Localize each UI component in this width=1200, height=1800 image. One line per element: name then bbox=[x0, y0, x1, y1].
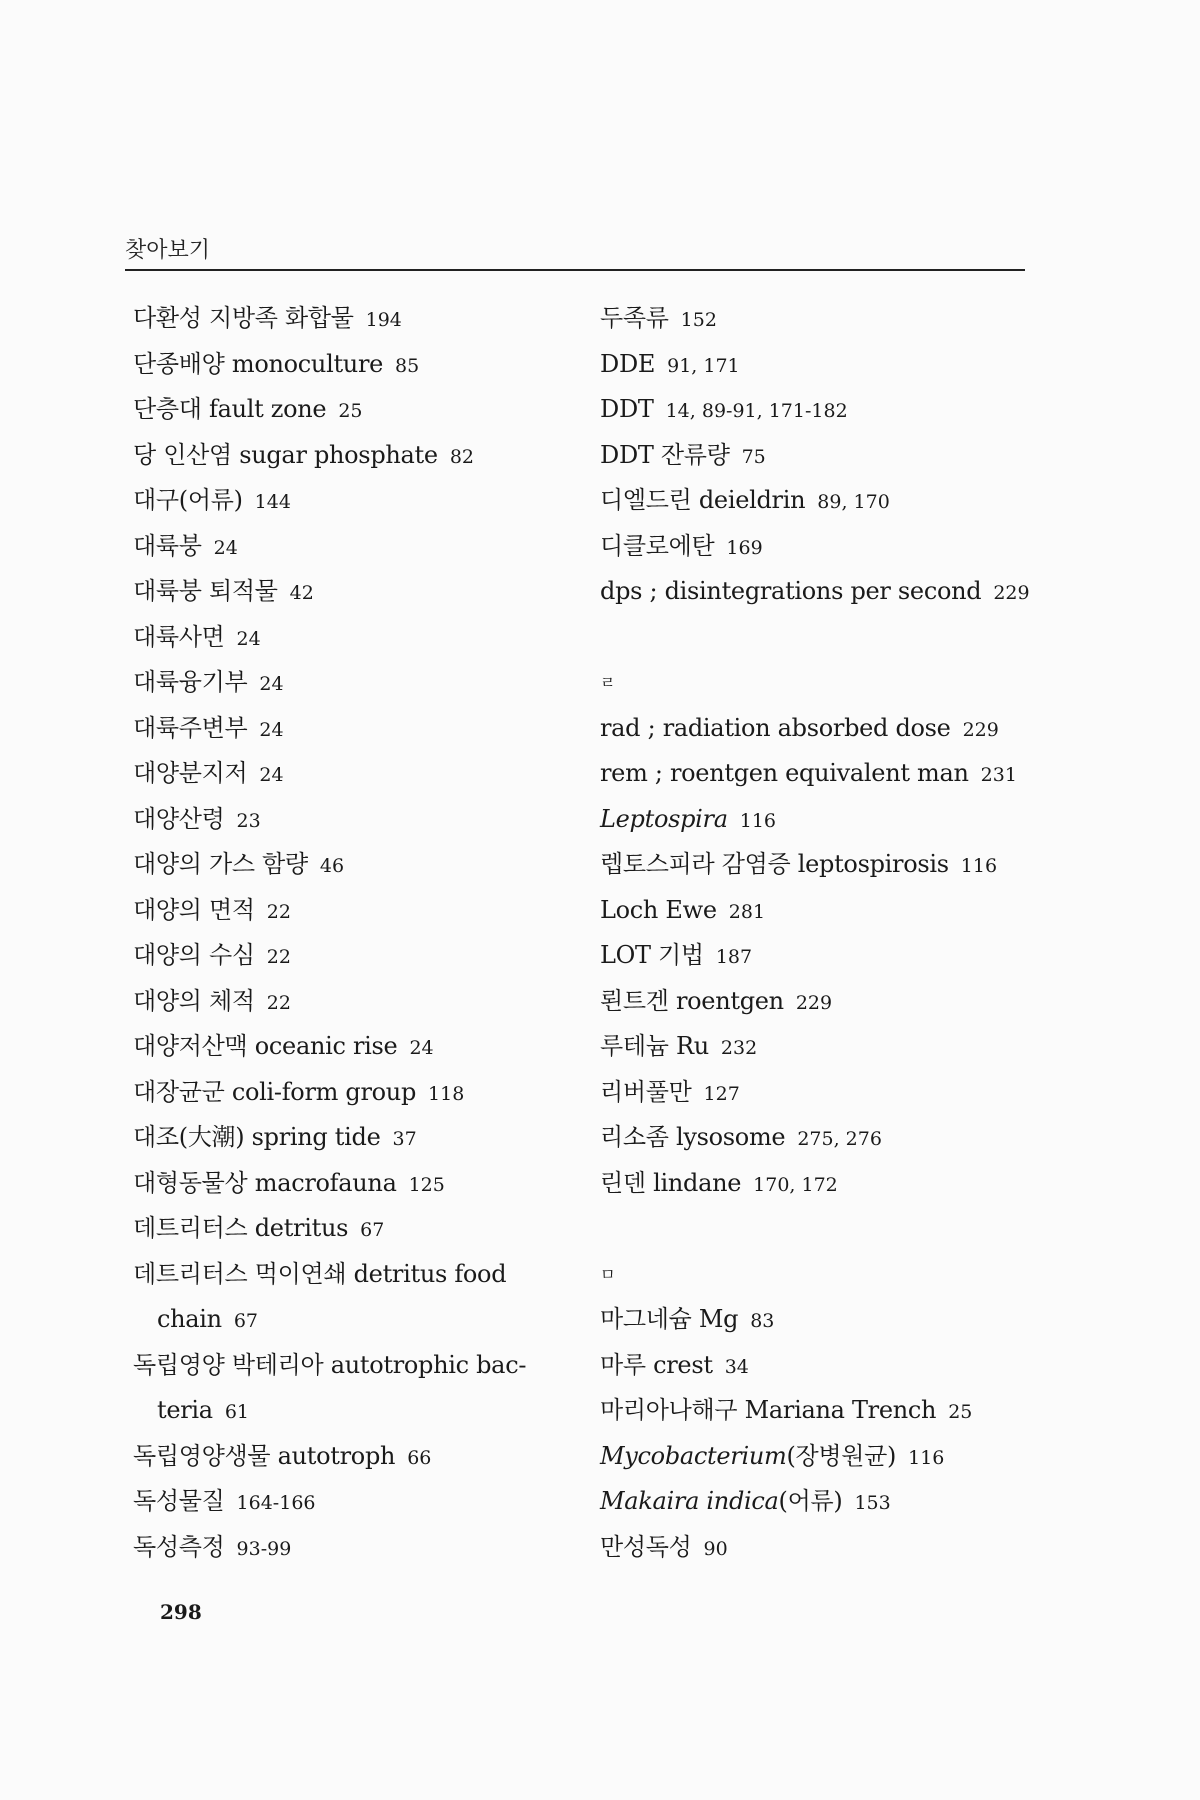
index-term: 데트리터스 먹이연쇄 detritus food bbox=[133, 1259, 507, 1288]
index-page-refs: 23 bbox=[236, 809, 261, 832]
index-entry bbox=[600, 1525, 1030, 1571]
index-page-refs: 116 bbox=[908, 1446, 945, 1469]
index-page-refs: 164-166 bbox=[236, 1492, 316, 1514]
index-page-refs: 90 bbox=[703, 1537, 728, 1560]
index-entry bbox=[133, 569, 563, 615]
index-page-refs: 37 bbox=[392, 1128, 417, 1150]
index-entry bbox=[133, 979, 563, 1025]
index-entry bbox=[133, 1434, 563, 1480]
index-term: 디엘드린 deieldrin bbox=[600, 486, 806, 514]
index-entry bbox=[600, 387, 1030, 433]
index-term: dps ; disintegrations per second bbox=[600, 577, 982, 605]
index-term: 대조(大潮) spring tide bbox=[133, 1123, 381, 1151]
index-page-refs: 24 bbox=[236, 627, 261, 650]
index-page-refs: 66 bbox=[407, 1446, 432, 1469]
index-term: 대양의 체적 bbox=[133, 986, 255, 1015]
index-page-refs: 24 bbox=[409, 1037, 434, 1059]
index-page-refs: 116 bbox=[960, 855, 998, 877]
index-entry bbox=[600, 842, 1030, 888]
index-term: 대구(어류) bbox=[133, 486, 243, 514]
index-page-refs: 153 bbox=[854, 1492, 891, 1514]
index-term: 마루 crest bbox=[600, 1350, 713, 1379]
index-entry bbox=[600, 569, 1030, 615]
index-entry bbox=[600, 933, 1030, 979]
section-heading: ㄹ bbox=[600, 673, 616, 692]
index-page-refs: 187 bbox=[715, 946, 753, 968]
index-page-refs: 152 bbox=[680, 309, 717, 331]
index-term: 대륙융기부 bbox=[133, 668, 248, 696]
index-page-refs: 75 bbox=[741, 445, 766, 468]
index-term: 독성측정 bbox=[133, 1532, 225, 1561]
index-entry bbox=[133, 1343, 563, 1389]
running-header bbox=[125, 233, 1025, 271]
index-entry bbox=[600, 706, 1030, 752]
index-term: 대양의 가스 함량 bbox=[133, 850, 308, 878]
index-page-refs: 34 bbox=[724, 1355, 749, 1378]
header-title: 찾아보기 bbox=[125, 238, 211, 263]
index-entry bbox=[133, 1252, 563, 1298]
index-page-refs: 125 bbox=[408, 1173, 445, 1196]
index-term: 대장균군 coli-form group bbox=[133, 1077, 417, 1106]
index-entry bbox=[133, 1479, 563, 1525]
index-term: Loch Ewe bbox=[600, 895, 717, 924]
index-term: 다환성 지방족 화합물 bbox=[133, 304, 354, 332]
index-page-refs: 42 bbox=[289, 582, 314, 604]
index-term: 마그네슘 Mg bbox=[600, 1305, 739, 1333]
index-term: 단종배양 monoculture bbox=[133, 349, 384, 378]
index-entry bbox=[133, 1161, 563, 1207]
index-entry bbox=[600, 751, 1030, 797]
index-page-refs: 144 bbox=[254, 491, 291, 513]
index-term: 대륙붕 bbox=[133, 531, 202, 560]
index-term: DDT 잔류량 bbox=[600, 440, 730, 469]
index-page-refs: 22 bbox=[266, 991, 291, 1014]
index-page-refs: 231 bbox=[980, 764, 1017, 786]
index-entry bbox=[133, 1388, 563, 1434]
index-term: 대양분지저 bbox=[133, 759, 248, 787]
index-page-refs: 67 bbox=[360, 1219, 385, 1241]
index-page-refs: 229 bbox=[795, 991, 833, 1014]
index-page-refs: 116 bbox=[739, 809, 777, 832]
index-term: 대양산령 bbox=[133, 804, 225, 833]
index-term: LOT 기법 bbox=[600, 941, 704, 969]
index-entry bbox=[133, 660, 563, 706]
index-term: 리버풀만 bbox=[600, 1077, 692, 1106]
index-entry bbox=[133, 1525, 563, 1571]
index-entry bbox=[133, 888, 563, 934]
index-term: 대양의 면적 bbox=[133, 895, 255, 924]
index-page-refs: 275, 276 bbox=[797, 1128, 882, 1150]
index-entry bbox=[133, 433, 563, 479]
index-page-refs: 91, 171 bbox=[667, 354, 740, 377]
index-page-refs: 93-99 bbox=[236, 1537, 292, 1560]
index-entry bbox=[600, 797, 1030, 843]
index-entry bbox=[600, 1434, 1030, 1480]
index-entry bbox=[133, 1206, 563, 1252]
index-term: (장병원균) bbox=[786, 1441, 897, 1470]
index-entry bbox=[133, 1297, 563, 1343]
index-term: 대양저산맥 oceanic rise bbox=[133, 1032, 398, 1060]
index-page-refs: 89, 170 bbox=[817, 491, 890, 513]
index-page-refs: 24 bbox=[259, 764, 284, 786]
index-entry bbox=[133, 706, 563, 752]
index-term: 리소좀 lysosome bbox=[600, 1123, 786, 1151]
index-term: 디클로에탄 bbox=[600, 531, 715, 560]
index-term: 독립영양 박테리아 autotrophic bac- bbox=[133, 1350, 527, 1379]
index-page-refs: 127 bbox=[703, 1082, 740, 1105]
index-entry bbox=[600, 1115, 1030, 1161]
index-entry bbox=[600, 342, 1030, 388]
index-entry bbox=[133, 1070, 563, 1116]
index-entry bbox=[600, 1070, 1030, 1116]
index-page-refs: 14, 89-91, 171-182 bbox=[665, 400, 848, 422]
index-entry bbox=[133, 387, 563, 433]
index-term: 대륙사면 bbox=[133, 622, 225, 651]
index-page-refs: 170, 172 bbox=[753, 1173, 838, 1196]
index-entry bbox=[600, 296, 1030, 342]
index-term: 대륙붕 퇴적물 bbox=[133, 577, 278, 605]
index-term-italic: Makaira indica bbox=[600, 1487, 779, 1515]
index-entry bbox=[600, 1388, 1030, 1434]
index-term: (어류) bbox=[778, 1487, 843, 1515]
index-term: 독립영양생물 autotroph bbox=[133, 1441, 396, 1470]
index-entry bbox=[600, 478, 1030, 524]
index-term: DDE bbox=[600, 349, 656, 378]
index-term: 당 인산염 sugar phosphate bbox=[133, 440, 438, 469]
index-page-refs: 46 bbox=[319, 855, 345, 877]
index-term: DDT bbox=[600, 395, 654, 423]
index-entry bbox=[133, 1024, 563, 1070]
index-page-refs: 24 bbox=[213, 536, 238, 559]
index-term: chain bbox=[157, 1305, 222, 1333]
index-page-refs: 22 bbox=[266, 900, 291, 923]
index-term: 대륙주변부 bbox=[133, 713, 248, 742]
index-term: 데트리터스 detritus bbox=[133, 1214, 349, 1242]
index-page-refs: 25 bbox=[948, 1401, 973, 1423]
index-term: 루테늄 Ru bbox=[600, 1032, 709, 1060]
index-entry bbox=[133, 751, 563, 797]
index-page-refs: 25 bbox=[338, 400, 363, 422]
page-number: 298 bbox=[160, 1600, 202, 1624]
index-term: 린덴 lindane bbox=[600, 1168, 742, 1197]
index-entry bbox=[133, 478, 563, 524]
index-page-refs: 194 bbox=[365, 309, 402, 331]
section-gap bbox=[600, 615, 1030, 661]
index-term: 두족류 bbox=[600, 304, 669, 332]
index-entry bbox=[600, 433, 1030, 479]
index-term: 만성독성 bbox=[600, 1532, 692, 1561]
index-entry bbox=[133, 933, 563, 979]
index-entry bbox=[133, 797, 563, 843]
index-page-refs: 61 bbox=[224, 1401, 249, 1423]
index-entry bbox=[600, 1024, 1030, 1070]
index-term: 뢴트겐 roentgen bbox=[600, 986, 784, 1015]
index-entry bbox=[133, 524, 563, 570]
index-column-left bbox=[133, 296, 563, 1570]
index-page-refs: 83 bbox=[750, 1310, 775, 1332]
index-page-refs: 229 bbox=[962, 718, 999, 741]
index-page-refs: 24 bbox=[259, 718, 284, 741]
index-term: 단층대 fault zone bbox=[133, 395, 327, 423]
index-entry bbox=[133, 615, 563, 661]
index-page-refs: 232 bbox=[720, 1037, 758, 1059]
index-page-refs: 118 bbox=[428, 1082, 465, 1105]
index-page-refs: 24 bbox=[259, 673, 284, 695]
index-term: 마리아나해구 Mariana Trench bbox=[600, 1396, 937, 1424]
index-page-refs: 169 bbox=[726, 536, 763, 559]
index-term: 대양의 수심 bbox=[133, 941, 255, 969]
index-page-refs: 85 bbox=[395, 354, 420, 377]
index-entry bbox=[133, 296, 563, 342]
index-term-italic: Mycobacterium bbox=[600, 1441, 787, 1470]
index-term: rad ; radiation absorbed dose bbox=[600, 713, 951, 742]
section-heading: ㅁ bbox=[600, 1264, 616, 1284]
index-term: 대형동물상 macrofauna bbox=[133, 1168, 397, 1197]
header-rule bbox=[125, 269, 1025, 271]
index-term: 독성물질 bbox=[133, 1487, 225, 1515]
index-entry bbox=[133, 342, 563, 388]
index-entry bbox=[600, 979, 1030, 1025]
index-entry bbox=[600, 1161, 1030, 1207]
index-entry bbox=[600, 1297, 1030, 1343]
index-term: Leptospira bbox=[600, 804, 728, 833]
index-column-right bbox=[600, 296, 1030, 1570]
index-entry bbox=[600, 1479, 1030, 1525]
index-page-refs: 67 bbox=[233, 1310, 259, 1332]
index-entry bbox=[600, 1343, 1030, 1389]
index-term: 렙토스피라 감염증 leptospirosis bbox=[600, 850, 949, 878]
index-entry bbox=[600, 524, 1030, 570]
index-page-refs: 229 bbox=[993, 582, 1030, 604]
index-page-refs: 281 bbox=[728, 900, 766, 923]
index-entry bbox=[133, 1115, 563, 1161]
index-entry bbox=[133, 842, 563, 888]
index-page-refs: 22 bbox=[266, 946, 291, 968]
index-term: rem ; roentgen equivalent man bbox=[600, 759, 969, 787]
section-gap bbox=[600, 1206, 1030, 1252]
index-term: teria bbox=[157, 1396, 213, 1424]
index-page-refs: 82 bbox=[449, 445, 474, 468]
index-entry bbox=[600, 888, 1030, 934]
